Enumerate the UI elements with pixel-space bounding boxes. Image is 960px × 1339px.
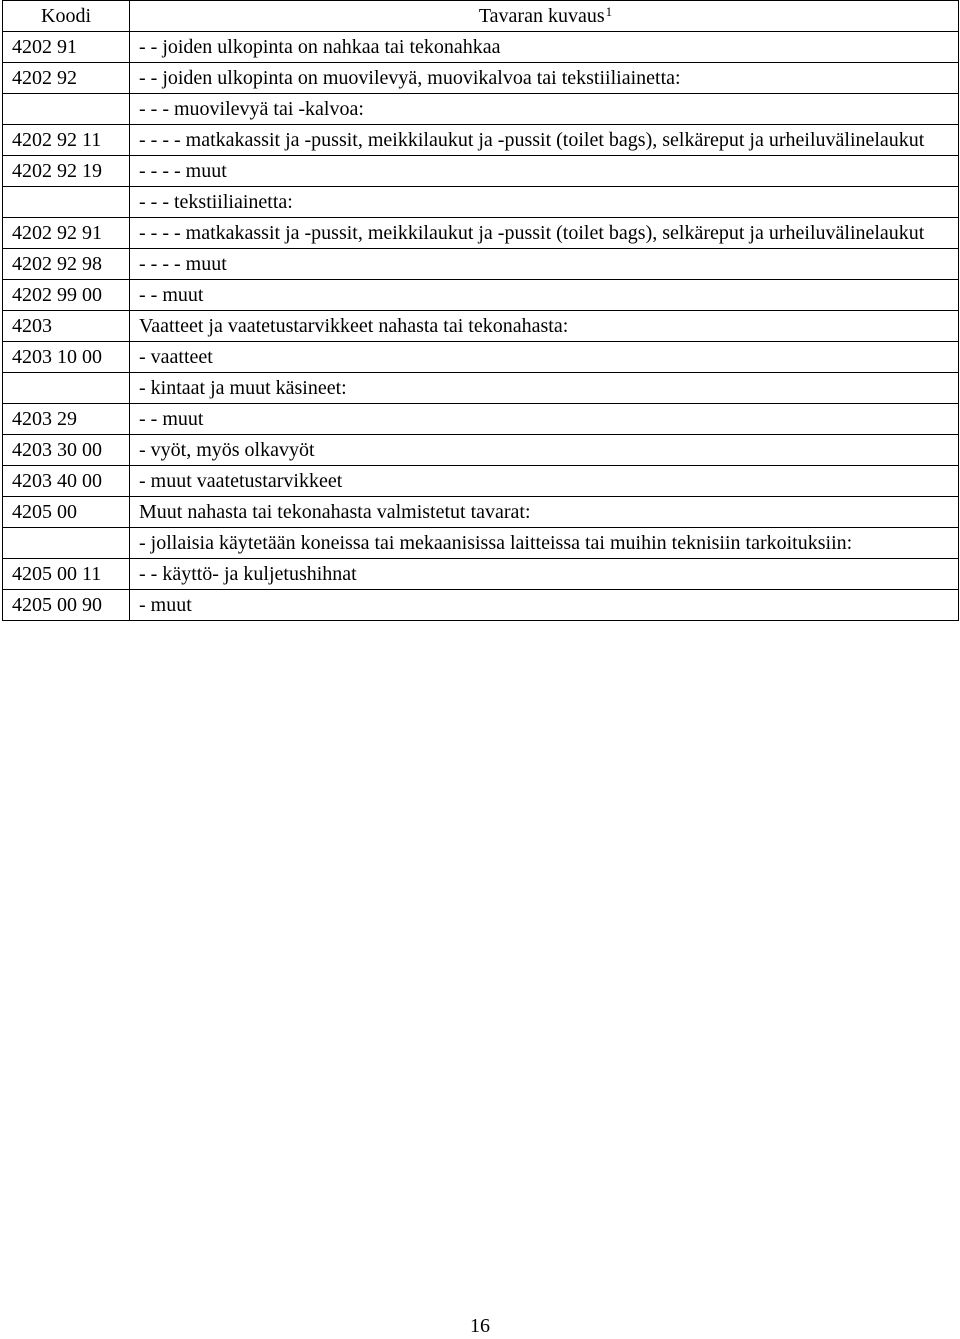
- code-cell: 4202 99 00: [3, 280, 130, 311]
- table-row: [3, 497, 959, 528]
- column-header-description-label: Tavaran kuvaus: [478, 5, 605, 27]
- table-row: [3, 559, 959, 590]
- table-body: [3, 32, 959, 621]
- table-header-row: [3, 1, 959, 32]
- table-row: [3, 528, 959, 559]
- code-cell: 4203 29: [3, 404, 130, 435]
- table-row: [3, 311, 959, 342]
- description-cell: - - joiden ulkopinta on nahkaa tai tekonahkaa: [130, 32, 959, 63]
- footnote-marker: 1: [605, 4, 613, 19]
- table-row: [3, 187, 959, 218]
- table-row: [3, 590, 959, 621]
- table-row: [3, 373, 959, 404]
- table-row: [3, 404, 959, 435]
- code-cell: 4202 92 91: [3, 218, 130, 249]
- code-cell: [3, 187, 130, 218]
- tariff-code-table: [2, 0, 959, 621]
- code-cell: 4202 92 19: [3, 156, 130, 187]
- table-row: [3, 156, 959, 187]
- table-row: [3, 218, 959, 249]
- description-cell: - - - muovilevyä tai -kalvoa:: [130, 94, 959, 125]
- description-cell: - - käyttö- ja kuljetushihnat: [130, 559, 959, 590]
- description-cell: Vaatteet ja vaatetustarvikkeet nahasta tai tekonahasta:: [130, 311, 959, 342]
- code-cell: 4202 92 11: [3, 125, 130, 156]
- code-cell: 4203 10 00: [3, 342, 130, 373]
- code-cell: 4202 91: [3, 32, 130, 63]
- code-cell: 4203 40 00: [3, 466, 130, 497]
- code-cell: 4202 92: [3, 63, 130, 94]
- description-cell: - - - - muut: [130, 156, 959, 187]
- table-row: [3, 249, 959, 280]
- description-cell: - muut vaatetustarvikkeet: [130, 466, 959, 497]
- description-cell: - - - - matkakassit ja -pussit, meikkilaukut ja -pussit (toilet bags), selkäreput ja urheiluvälinelaukut: [130, 125, 959, 156]
- description-cell: - - - tekstiiliainetta:: [130, 187, 959, 218]
- description-cell: - vyöt, myös olkavyöt: [130, 435, 959, 466]
- table-row: [3, 280, 959, 311]
- table-row: [3, 94, 959, 125]
- table-row: [3, 435, 959, 466]
- code-cell: [3, 94, 130, 125]
- table-row: [3, 63, 959, 94]
- table-row: [3, 125, 959, 156]
- page-number: 16: [470, 1315, 490, 1337]
- description-cell: - - - - muut: [130, 249, 959, 280]
- table-row: [3, 342, 959, 373]
- code-cell: [3, 528, 130, 559]
- code-cell: 4205 00 90: [3, 590, 130, 621]
- table-row: [3, 466, 959, 497]
- description-cell: - - muut: [130, 404, 959, 435]
- column-header-code: Koodi: [3, 1, 130, 32]
- table-row: [3, 32, 959, 63]
- description-cell: - vaatteet: [130, 342, 959, 373]
- code-cell: 4205 00: [3, 497, 130, 528]
- code-cell: 4203 30 00: [3, 435, 130, 466]
- description-cell: - - muut: [130, 280, 959, 311]
- description-cell: Muut nahasta tai tekonahasta valmistetut tavarat:: [130, 497, 959, 528]
- code-cell: 4203: [3, 311, 130, 342]
- description-cell: - - - - matkakassit ja -pussit, meikkilaukut ja -pussit (toilet bags), selkäreput ja urheiluvälinelaukut: [130, 218, 959, 249]
- column-header-description: [130, 1, 959, 32]
- description-cell: - kintaat ja muut käsineet:: [130, 373, 959, 404]
- code-cell: 4205 00 11: [3, 559, 130, 590]
- code-cell: [3, 373, 130, 404]
- description-cell: - jollaisia käytetään koneissa tai mekaanisissa laitteissa tai muihin teknisiin tarkoituksiin:: [130, 528, 959, 559]
- description-cell: - - joiden ulkopinta on muovilevyä, muovikalvoa tai tekstiiliainetta:: [130, 63, 959, 94]
- description-cell: - muut: [130, 590, 959, 621]
- code-cell: 4202 92 98: [3, 249, 130, 280]
